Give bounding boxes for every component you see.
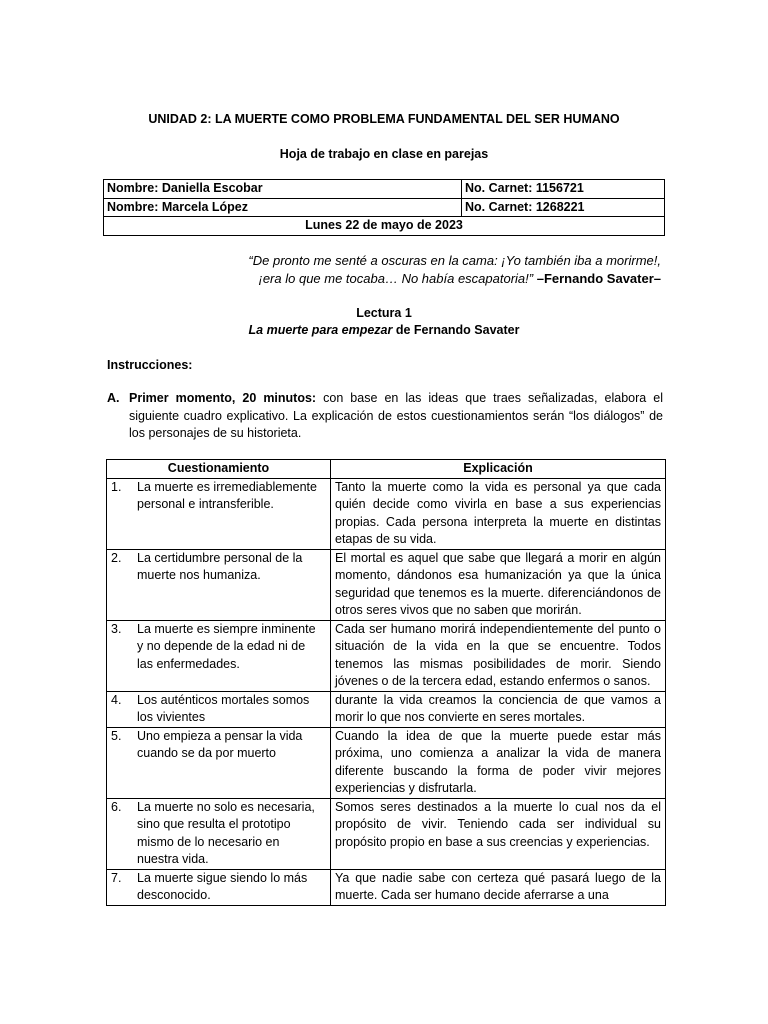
info-row: [104, 180, 665, 199]
info-row: [104, 198, 665, 217]
explanation-cell: Somos seres destinados a la muerte lo cual nos da el propósito de vivir. Teniendo cada ser individual su propósito propio en base a sus creencias y experiencias.: [331, 798, 666, 869]
question-cell: [107, 549, 331, 620]
student-info-table: [103, 179, 665, 236]
task-text: [129, 390, 663, 443]
row-number: 7.: [111, 870, 122, 885]
row-number: 5.: [111, 728, 122, 743]
table-row: [107, 620, 666, 691]
table-row: [107, 549, 666, 620]
task-body: con base en las ideas que traes señalizadas, elabora el siguiente cuadro explicativo. La explicación de estos cuestionamientos serán “los diálogos” de los personajes de su historieta.: [129, 391, 663, 440]
reading-author: de Fernando Savater: [392, 323, 520, 337]
table-header-row: [107, 460, 666, 479]
question-cell: [107, 620, 331, 691]
row-number: 1.: [111, 479, 122, 494]
question-text: La muerte sigue siendo lo más desconocido.: [137, 870, 308, 902]
question-cell: [107, 691, 331, 727]
explanation-cell: Cada ser humano morirá independientemente del punto o situación de la vida en la que se encuentre. Todos tenemos las mismas posibilidades de morir. Siendo jóvenes o de la tercera edad, estando enfermos o sanos.: [331, 620, 666, 691]
task-letter: A.: [107, 391, 120, 405]
info-row: [104, 217, 665, 236]
reading-title: [0, 322, 768, 340]
row-number: 4.: [111, 692, 122, 707]
explanation-cell: Tanto la muerte como la vida es personal ya que cada quién decide como vivirla en base a sus experiencias propias. Cada persona interpreta la muerte en distintas etapas de su vida.: [331, 478, 666, 549]
question-cell: [107, 798, 331, 869]
explanation-cell: Ya que nadie sabe con certeza qué pasará luego de la muerte. Cada ser humano decide aferrarse a una: [331, 869, 666, 905]
explanation-table: [106, 459, 666, 906]
question-text: La muerte es siempre inminente y no depende de la edad ni de las enfermedades.: [137, 621, 316, 671]
question-text: Los auténticos mortales somos los vivientes: [137, 692, 310, 724]
row-number: 3.: [111, 621, 122, 636]
question-cell: [107, 478, 331, 549]
task-a: [107, 390, 663, 443]
quote-line-1: “De pronto me senté a oscuras en la cama: ¡Yo también iba a morirme!,: [248, 253, 661, 268]
reading-label: Lectura 1: [356, 306, 412, 320]
question-cell: [107, 727, 331, 798]
quote-line-2-text: ¡era lo que me tocaba… No había escapatoria!”: [258, 271, 534, 286]
quote-line-2: [201, 270, 661, 288]
student-carnet-1: No. Carnet: 1156721: [462, 180, 665, 199]
page-subtitle: Hoja de trabajo en clase en parejas: [279, 147, 489, 161]
question-text: Uno empieza a pensar la vida cuando se da por muerto: [137, 728, 303, 760]
row-number: 6.: [111, 799, 122, 814]
table-row: [107, 869, 666, 905]
epigraph-quote: [201, 252, 661, 288]
table-row: [107, 798, 666, 869]
row-number: 2.: [111, 550, 122, 565]
instructions-heading: Instrucciones:: [107, 358, 193, 372]
explanation-cell: El mortal es aquel que sabe que llegará a morir en algún momento, dándonos esa humanización ya que la única seguridad que tenemos es la muerte. diferenciándonos de otros seres vivos que no saben que morirán.: [331, 549, 666, 620]
question-text: La muerte es irremediablemente personal e intransferible.: [137, 479, 317, 511]
header-explicacion: Explicación: [331, 460, 666, 479]
task-bold-lead: Primer momento, 20 minutos:: [129, 391, 317, 405]
table-row: [107, 691, 666, 727]
question-cell: [107, 869, 331, 905]
question-text: La muerte no solo es necesaria, sino que resulta el prototipo mismo de lo necesario en nuestra vida.: [137, 799, 315, 866]
student-name-2: Nombre: Marcela López: [104, 198, 462, 217]
reading-book-title: La muerte para empezar: [248, 323, 393, 337]
explanation-cell: Cuando la idea de que la muerte puede estar más próxima, uno comienza a analizar la vida de manera diferente buscando la forma de poder vivir mejores experiencias y disfrutarla.: [331, 727, 666, 798]
explanation-cell: durante la vida creamos la conciencia de que vamos a morir lo que nos convierte en seres mortales.: [331, 691, 666, 727]
student-carnet-2: No. Carnet: 1268221: [462, 198, 665, 217]
table-row: [107, 478, 666, 549]
question-text: La certidumbre personal de la muerte nos humaniza.: [137, 550, 303, 582]
quote-author: –Fernando Savater–: [533, 271, 661, 286]
session-date: Lunes 22 de mayo de 2023: [104, 217, 665, 236]
student-name-1: Nombre: Daniella Escobar: [104, 180, 462, 199]
page-title: UNIDAD 2: LA MUERTE COMO PROBLEMA FUNDAMENTAL DEL SER HUMANO: [148, 112, 620, 126]
header-cuestionamiento: Cuestionamiento: [107, 460, 331, 479]
table-row: [107, 727, 666, 798]
